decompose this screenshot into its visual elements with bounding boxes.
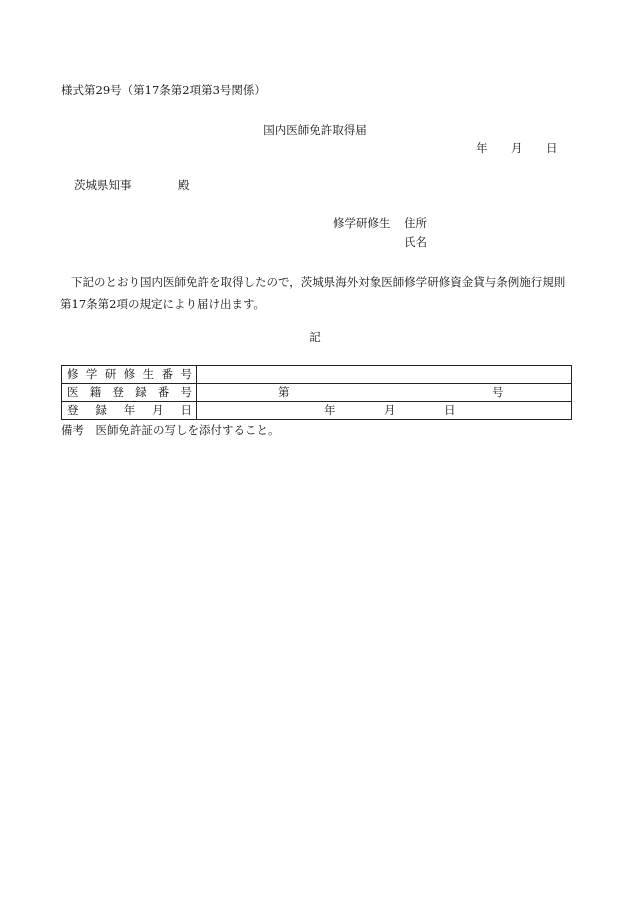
date-year-label: 年 — [476, 141, 488, 155]
document-title: 国内医師免許取得届 — [263, 123, 367, 137]
registration-table — [61, 365, 572, 420]
date-day-label: 日 — [546, 141, 558, 155]
table-row-student-number — [62, 366, 572, 384]
ki-heading: 記 — [309, 330, 321, 344]
student-number-field[interactable] — [197, 366, 572, 384]
form-number: 様式第29号（第17条第2項第3号関係） — [61, 83, 266, 97]
table-row-registry-number — [62, 384, 572, 402]
registration-date-field[interactable] — [197, 402, 572, 420]
body-text: 下記のとおり国内医師免許を取得したので，茨城県海外対象医師修学研修資金貸与条例施行規則第17条第2項の規定により届け出ます。 — [60, 275, 566, 311]
table-row-registration-date — [62, 402, 572, 420]
registration-month-label: 月 — [384, 403, 396, 417]
applicant-address-label: 住所 — [404, 216, 427, 230]
registry-number-label: 医 籍 登 録 番 号 — [62, 384, 197, 402]
registration-day-label: 日 — [444, 403, 456, 417]
date-month-label: 月 — [511, 141, 523, 155]
student-number-label: 修 学 研 修 生 番 号 — [62, 366, 197, 384]
registration-date-label: 登 録 年 月 日 — [62, 402, 197, 420]
remarks-note: 備考 医師免許証の写しを添付すること。 — [61, 423, 280, 437]
registry-number-field[interactable] — [197, 384, 572, 402]
applicant-name-label: 氏名 — [404, 235, 427, 249]
addressee-name: 茨城県知事 — [74, 178, 132, 192]
registry-prefix: 第 — [278, 385, 290, 399]
registration-year-label: 年 — [324, 403, 336, 417]
registry-suffix: 号 — [492, 385, 504, 399]
applicant-role: 修学研修生 — [333, 216, 391, 230]
addressee-honorific: 殿 — [178, 178, 190, 192]
